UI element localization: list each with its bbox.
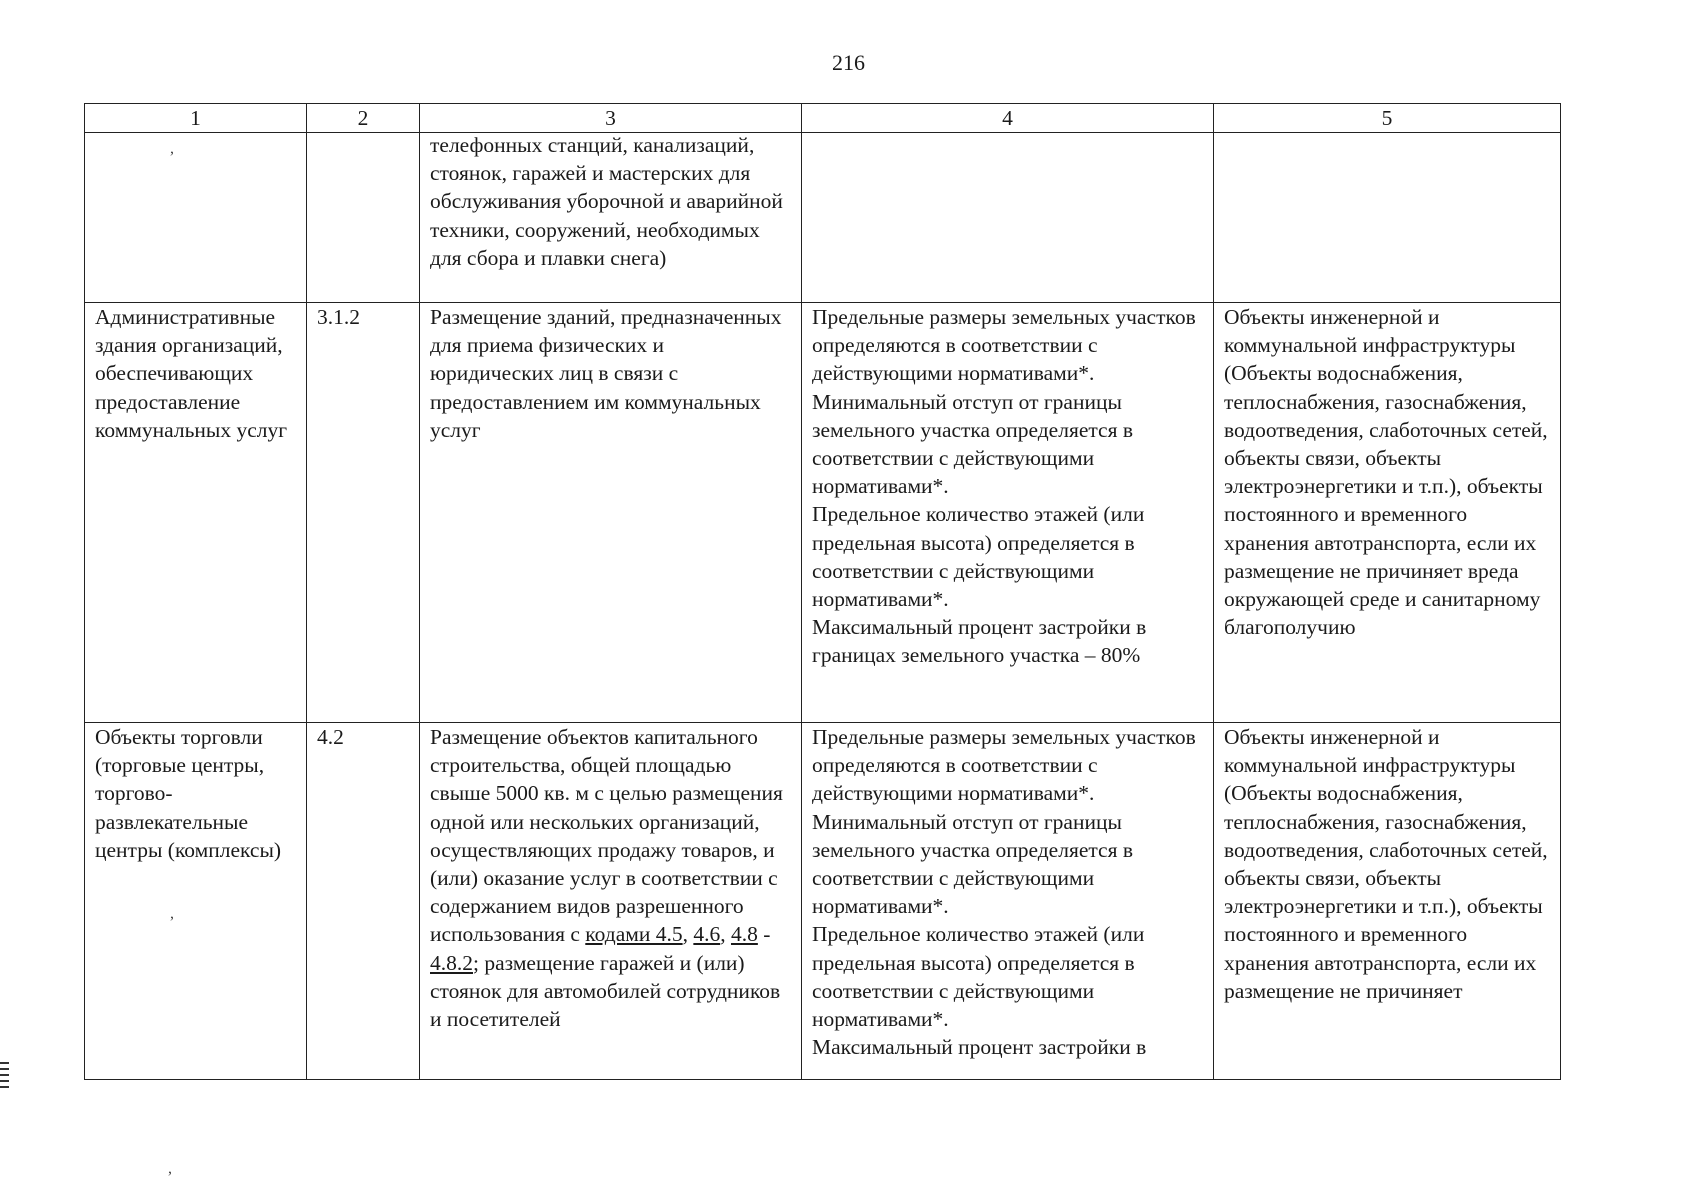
cell-auxiliary xyxy=(1214,133,1561,303)
column-header: 3 xyxy=(420,104,802,133)
cell-code: 4.2 xyxy=(307,723,420,1080)
cell-code: 3.1.2 xyxy=(307,303,420,723)
param-item: Минимальный отступ от границы земельного участка определяется в соответствии с действующими нормативами*. xyxy=(812,389,1133,499)
param-item: Предельное количество этажей (или предельная высота) определяется в соответствии с действующими нормативами*. xyxy=(812,502,1145,612)
table-row-continuation xyxy=(85,133,1561,303)
param-item: Предельные размеры земельных участков определяются в соответствии с действующими нормативами*. xyxy=(812,305,1196,386)
scan-mark: , xyxy=(170,905,174,922)
param-item: Предельное количество этажей (или предельная высота) определяется в соответствии с действующими нормативами*. xyxy=(812,922,1145,1032)
column-header: 4 xyxy=(802,104,1214,133)
code-link[interactable]: 4.8.2 xyxy=(430,950,473,975)
cell-auxiliary: Объекты инженерной и коммунальной инфраструктуры (Объекты водоснабжения, теплоснабжения, газоснабжения, водоотведения, слаботочных сетей, объекты связи, объекты электроэнергетики и т.п.), объекты постоянного и временного хранения автотранспорта, если их размещение не причиняет вреда окружающей среде и санитарному благополучию xyxy=(1214,303,1561,723)
cell-code xyxy=(307,133,420,303)
separator: , xyxy=(682,922,694,947)
column-header: 2 xyxy=(307,104,420,133)
param-item: Максимальный процент застройки в xyxy=(812,1035,1147,1060)
code-link[interactable]: 4.6 xyxy=(693,922,721,947)
table-row xyxy=(85,723,1561,1080)
param-item: Минимальный отступ от границы земельного участка определяется в соответствии с действующими нормативами*. xyxy=(812,809,1133,919)
description-text: ; размещение гаражей и (или) стоянок для автомобилей сотрудников и посетителей xyxy=(430,950,781,1032)
separator: , xyxy=(720,922,731,947)
scan-mark: , xyxy=(170,140,174,157)
scan-edge-marks xyxy=(0,1062,10,1092)
code-link[interactable]: 4.8 xyxy=(730,922,758,947)
cell-description: Размещение зданий, предназначенных для приема физических и юридических лиц в связи с предоставлением им коммунальных услуг xyxy=(420,303,802,723)
regulations-table xyxy=(84,103,1561,1080)
scan-mark: , xyxy=(168,1160,172,1177)
table-header-row xyxy=(85,104,1561,133)
cell-description xyxy=(420,723,802,1080)
column-header: 5 xyxy=(1214,104,1561,133)
param-item: Предельные размеры земельных участков определяются в соответствии с действующими нормативами*. xyxy=(812,725,1196,806)
separator: - xyxy=(757,922,771,947)
cell-description xyxy=(420,133,802,303)
cell-params xyxy=(802,133,1214,303)
continuation-text: телефонных станций, канализаций, стоянок, гаражей и мастерских для обслуживания уборочной и аварийной техники, сооружений, необходимых для сбора и плавки снега) xyxy=(430,133,783,270)
param-item: Максимальный процент застройки в границах земельного участка – 80% xyxy=(812,615,1147,668)
cell-params xyxy=(802,303,1214,723)
code-link[interactable]: кодами 4.5 xyxy=(585,922,683,947)
cell-name xyxy=(85,133,307,303)
cell-name: Административные здания организаций, обеспечивающих предоставление коммунальных услуг xyxy=(85,303,307,723)
column-header: 1 xyxy=(85,104,307,133)
description-text: Размещение объектов капитального строительства, общей площадью свыше 5000 кв. м с целью размещения одной или нескольких организаций, осуществляющих продажу товаров, и (или) оказание услуг в соответствии с содержанием видов разрешенного использования с xyxy=(430,725,783,947)
cell-params xyxy=(802,723,1214,1080)
cell-auxiliary: Объекты инженерной и коммунальной инфраструктуры (Объекты водоснабжения, теплоснабжения, газоснабжения, водоотведения, слаботочных сетей, объекты связи, объекты электроэнергетики и т.п.), объекты постоянного и временного хранения автотранспорта, если их размещение не причиняет xyxy=(1214,723,1561,1080)
cell-name: Объекты торговли (торговые центры, торгово-развлекательные центры (комплексы) xyxy=(85,723,307,1080)
page-number: 216 xyxy=(832,50,865,75)
table-row xyxy=(85,303,1561,723)
